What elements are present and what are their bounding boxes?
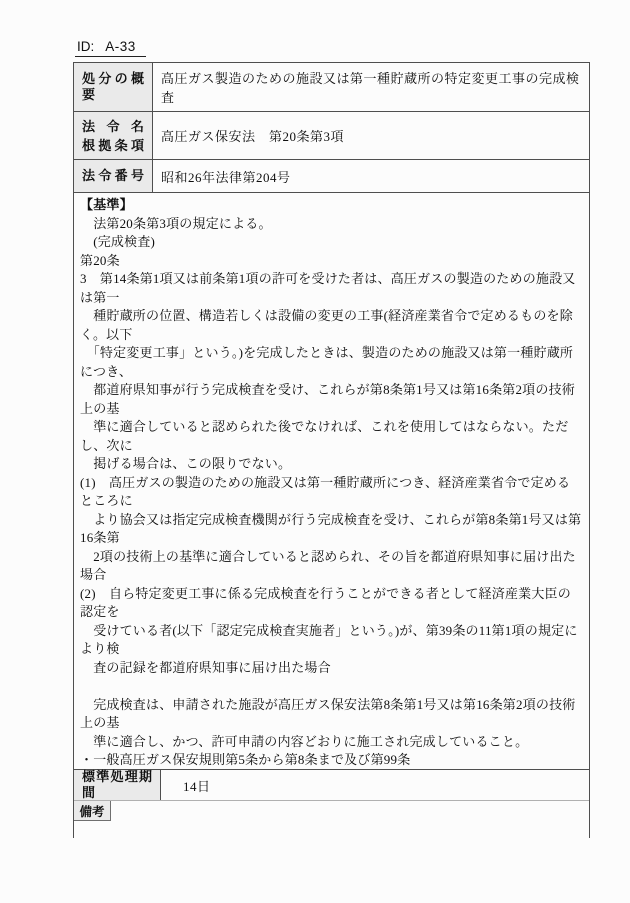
disposition-table [73,62,590,838]
remarks-label-cell [74,801,111,821]
kijun-text-line: (1) 高圧ガスの製造のための施設又は第一種貯蔵所につき、経済産業省令で定めるところに [80,474,571,508]
law-name-label-line2: 根拠条項 [82,137,144,153]
kijun-text-line: 3 第14条第1項又は前条第1項の許可を受けた者は、高圧ガスの製造のための施設又は第一 [80,271,576,305]
kijun-text-line: より協会又は指定完成検査機関が行う完成検査を受け、これらが第8条第1号又は第16条第 [80,511,582,545]
row-law-number [74,160,589,193]
kijun-text-line: 完成検査は、申請された施設が高圧ガス保安法第8条第1号又は第16条第2項の技術上の基 [80,696,576,730]
kijun-text-line [80,677,583,696]
kijun-text-line: 【基準】 [80,197,133,212]
period-label-cell [74,770,161,800]
period-label: 標準処理期間 [82,769,152,800]
id-label: ID: [77,39,95,54]
law-number-value: 昭和26年法律第204号 [161,169,291,185]
kijun-text-block [74,193,589,769]
overview-value: 高圧ガス製造のための施設又は第一種貯蔵所の特定変更工事の完成検査 [161,71,580,105]
id-value: A-33 [105,39,136,54]
kijun-text-line: 掲げる場合は、この限りでない。 [80,456,292,471]
kijun-text-line: ・一般高圧ガス保安規則第5条から第8条まで及び第99条 [80,752,411,767]
row-period [74,770,589,801]
kijun-text-line: 準に適合していると認められた後でなければ、これを使用してはならない。ただし、次に [80,419,569,453]
kijun-text-line: 都道府県知事が行う完成検査を受け、これらが第8条第1号又は第16条第2項の技術上の基 [80,382,575,416]
kijun-text-line: 法第20条第3項の規定による。 [80,215,272,231]
law-number-label-cell [74,160,153,192]
row-kijun [74,193,589,770]
kijun-text-line: 第20条 [80,252,120,268]
law-name-label-cell [74,112,153,159]
kijun-text-line: 準に適合し、かつ、許可申請の内容どおりに施工され完成していること。 [80,733,529,749]
kijun-text-line: 受けている者(以下「認定完成検査実施者」という。)が、第39条の11第1項の規定により検 [80,622,578,656]
kijun-text-line: (2) 自ら特定変更工事に係る完成検査を行うことができる者として経済産業大臣の認定を [80,585,571,619]
law-number-label: 法令番号 [82,168,144,183]
row-remarks [74,801,589,838]
kijun-text-line: 種貯蔵所の位置、構造若しくは設備の変更の工事(経済産業省令で定めるものを除く。以下 [80,308,573,342]
overview-label: 処分の概要 [82,71,144,102]
document-id [75,39,146,57]
law-name-label-line1: 法令名 [82,118,144,134]
overview-label-cell [74,63,153,111]
kijun-text-line: 査の記録を都道府県知事に届け出た場合 [80,659,331,675]
kijun-text-line: (完成検査) [80,234,156,249]
kijun-text-line: 2項の技術上の基準に適合していると認められ、その旨を都道府県知事に届け出た場合 [80,548,576,582]
kijun-text-line: 「特定変更工事」という。)を完成したときは、製造のための施設又は第一種貯蔵所につき、 [80,345,574,379]
row-law-name [74,112,589,160]
law-name-value: 高圧ガス保安法 第20条第3項 [161,129,345,144]
row-overview [74,63,589,112]
remarks-label: 備考 [79,804,105,819]
period-value: 14日 [183,778,211,794]
